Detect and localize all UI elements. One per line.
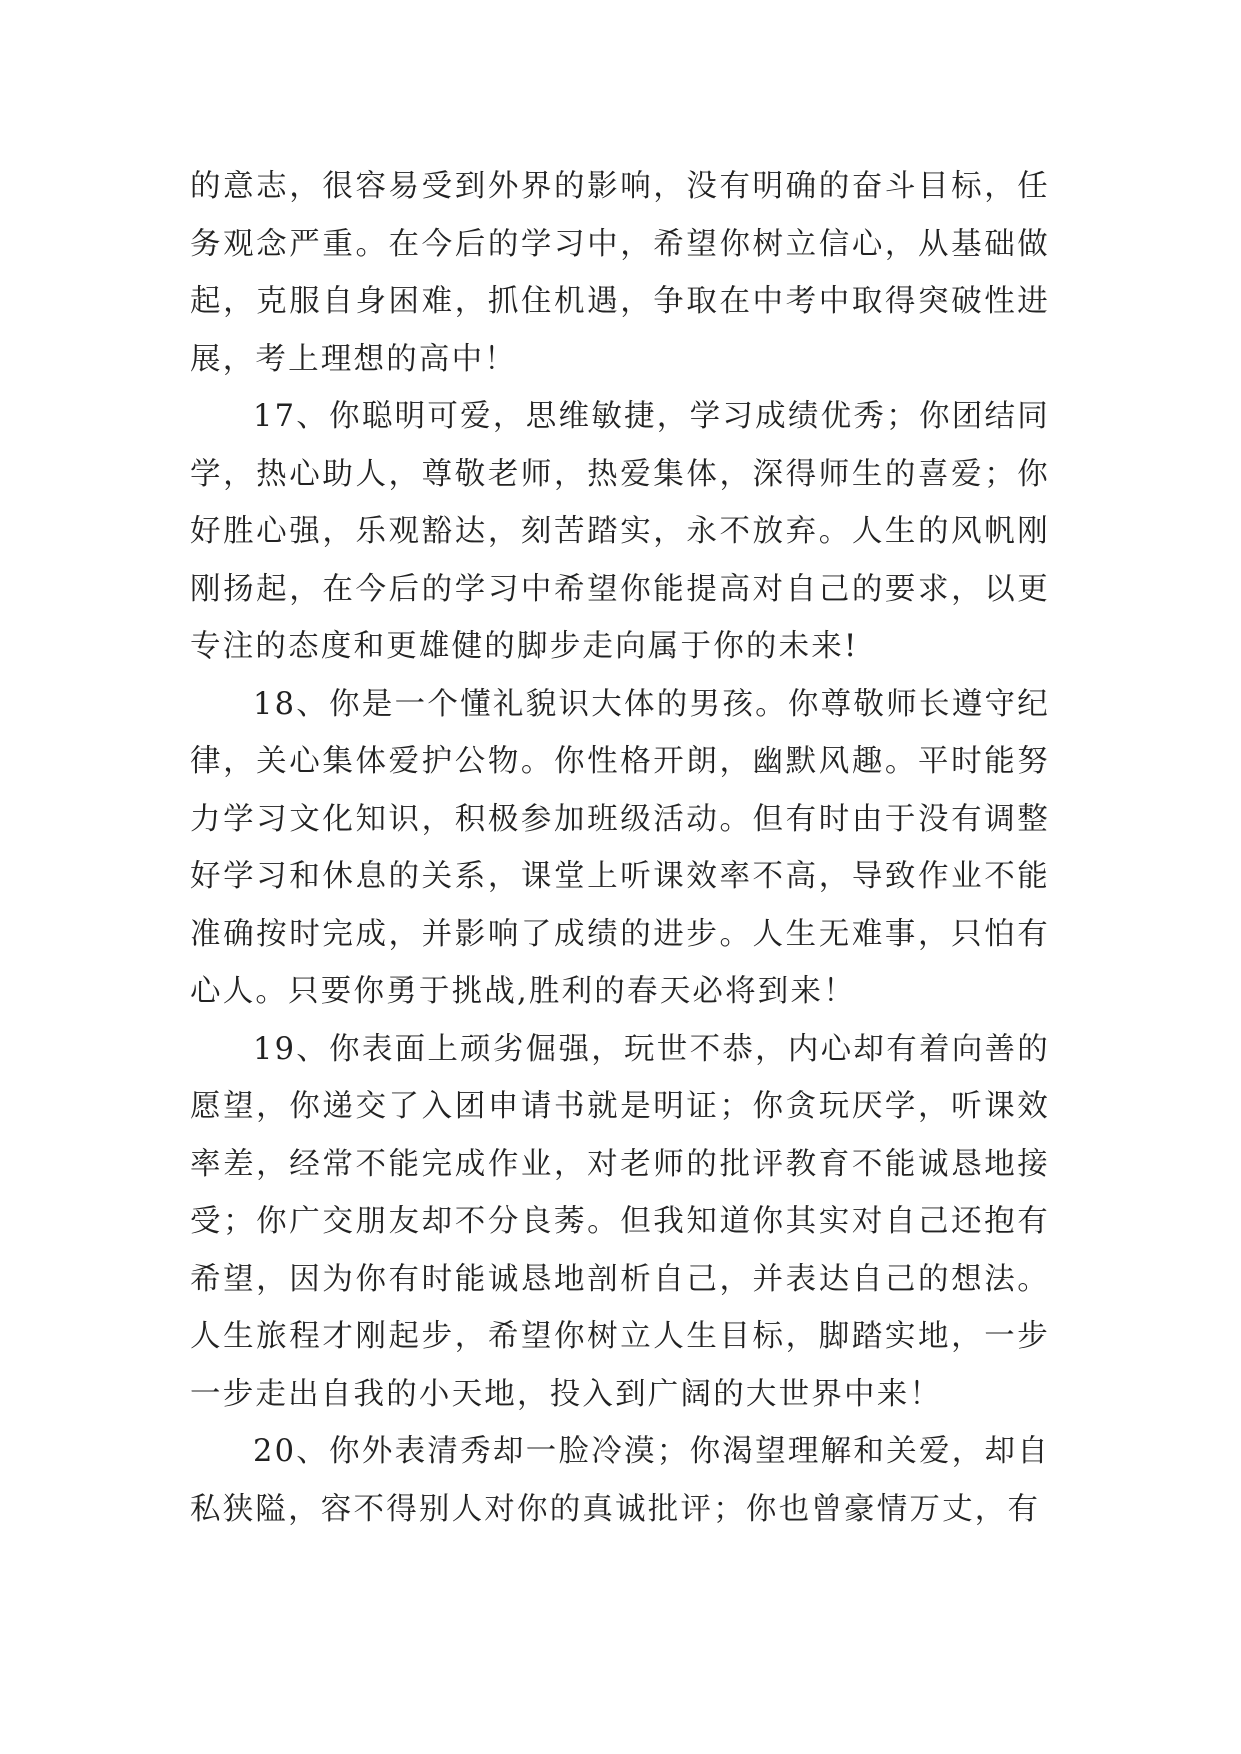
paragraph-comment-20: 20、你外表清秀却一脸冷漠；你渴望理解和关爱，却自私狭隘，容不得别人对你的真诚批评；你也曾豪情万丈，有 xyxy=(190,1434,1050,1527)
paragraph-comment-19: 19、你表面上顽劣倔强，玩世不恭，内心却有着向善的愿望，你递交了入团申请书就是明证；你贪玩厌学，听课效率差，经常不能完成作业，对老师的批评教育不能诚恳地接受；你广交朋友却不分良莠。但我知道你其实对自己还抱有希望，因为你有时能诚恳地剖析自己，并表达自己的想法。人生旅程才刚起步，希望你树立人生目标，脚踏实地，一步一步走出自我的小天地，投入到广阔的大世界中来！ xyxy=(190,1031,1050,1412)
paragraph-continuation: 的意志，很容易受到外界的影响，没有明确的奋斗目标，任务观念严重。在今后的学习中，希望你树立信心，从基础做起，克服自身困难，抓住机遇，争取在中考中取得突破性进展，考上理想的高中！ xyxy=(190,169,1050,377)
paragraph-comment-17: 17、你聪明可爱，思维敏捷，学习成绩优秀；你团结同学，热心助人，尊敬老师，热爱集体，深得师生的喜爱；你好胜心强，乐观豁达，刻苦踏实，永不放弃。人生的风帆刚刚扬起，在今后的学习中希望你能提高对自己的要求，以更专注的态度和更雄健的脚步走向属于你的未来! xyxy=(190,399,1050,664)
paragraph-comment-18: 18、你是一个懂礼貌识大体的男孩。你尊敬师长遵守纪律，关心集体爱护公物。你性格开朗，幽默风趣。平时能努力学习文化知识，积极参加班级活动。但有时由于没有调整好学习和休息的关系，课堂上听课效率不高，导致作业不能准确按时完成，并影响了成绩的进步。人生无难事，只怕有心人。只要你勇于挑战,胜利的春天必将到来！ xyxy=(190,686,1050,1009)
body-text xyxy=(190,158,1050,1538)
